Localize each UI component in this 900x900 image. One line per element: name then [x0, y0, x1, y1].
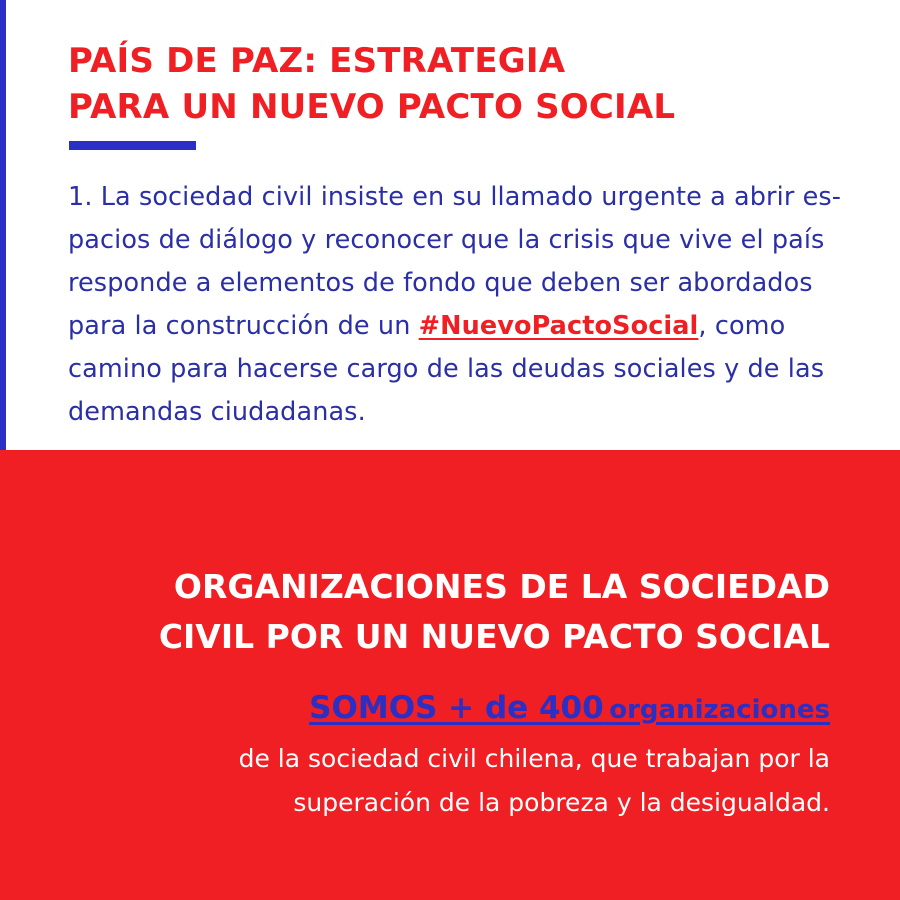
- description-line-1: de la sociedad civil chilena, que trabajan por la: [238, 744, 830, 773]
- somos-main-text: SOMOS + de 400: [309, 690, 604, 726]
- bottom-section: [0, 450, 900, 900]
- description-line-2: superación de la pobreza y la desigualdad.: [293, 788, 830, 817]
- hashtag-link[interactable]: #NuevoPactoSocial: [418, 311, 699, 341]
- body-line-1: 1. La sociedad civil insiste en su llamado urgente a abrir es-: [68, 182, 842, 212]
- title-underline-bar: [69, 141, 196, 150]
- organizations-title: [10, 562, 830, 662]
- page-title-line-1: PAÍS DE PAZ: ESTRATEGIA: [68, 41, 566, 81]
- somos-suffix-text: organizaciones: [609, 695, 830, 725]
- organizations-title-line-2: CIVIL POR UN NUEVO PACTO SOCIAL: [158, 617, 830, 656]
- organizations-description: [10, 737, 830, 825]
- body-line-4: [68, 305, 868, 348]
- somos-link[interactable]: [309, 690, 830, 726]
- body-paragraph: [68, 176, 868, 434]
- organizations-title-line-1: ORGANIZACIONES DE LA SOCIEDAD: [173, 567, 830, 606]
- body-line-6: demandas ciudadanas.: [68, 397, 366, 427]
- body-line-5: camino para hacerse cargo de las deudas sociales y de las: [68, 354, 825, 384]
- body-line-4-end: , como: [698, 311, 786, 341]
- body-line-2: pacios de diálogo y reconocer que la crisis que vive el país: [68, 225, 825, 255]
- body-line-4-start: para la construcción de un: [68, 311, 419, 341]
- page-title-line-2: PARA UN NUEVO PACTO SOCIAL: [68, 87, 676, 127]
- body-line-3: responde a elementos de fondo que deben ser abordados: [68, 268, 813, 298]
- page-title: [68, 38, 868, 130]
